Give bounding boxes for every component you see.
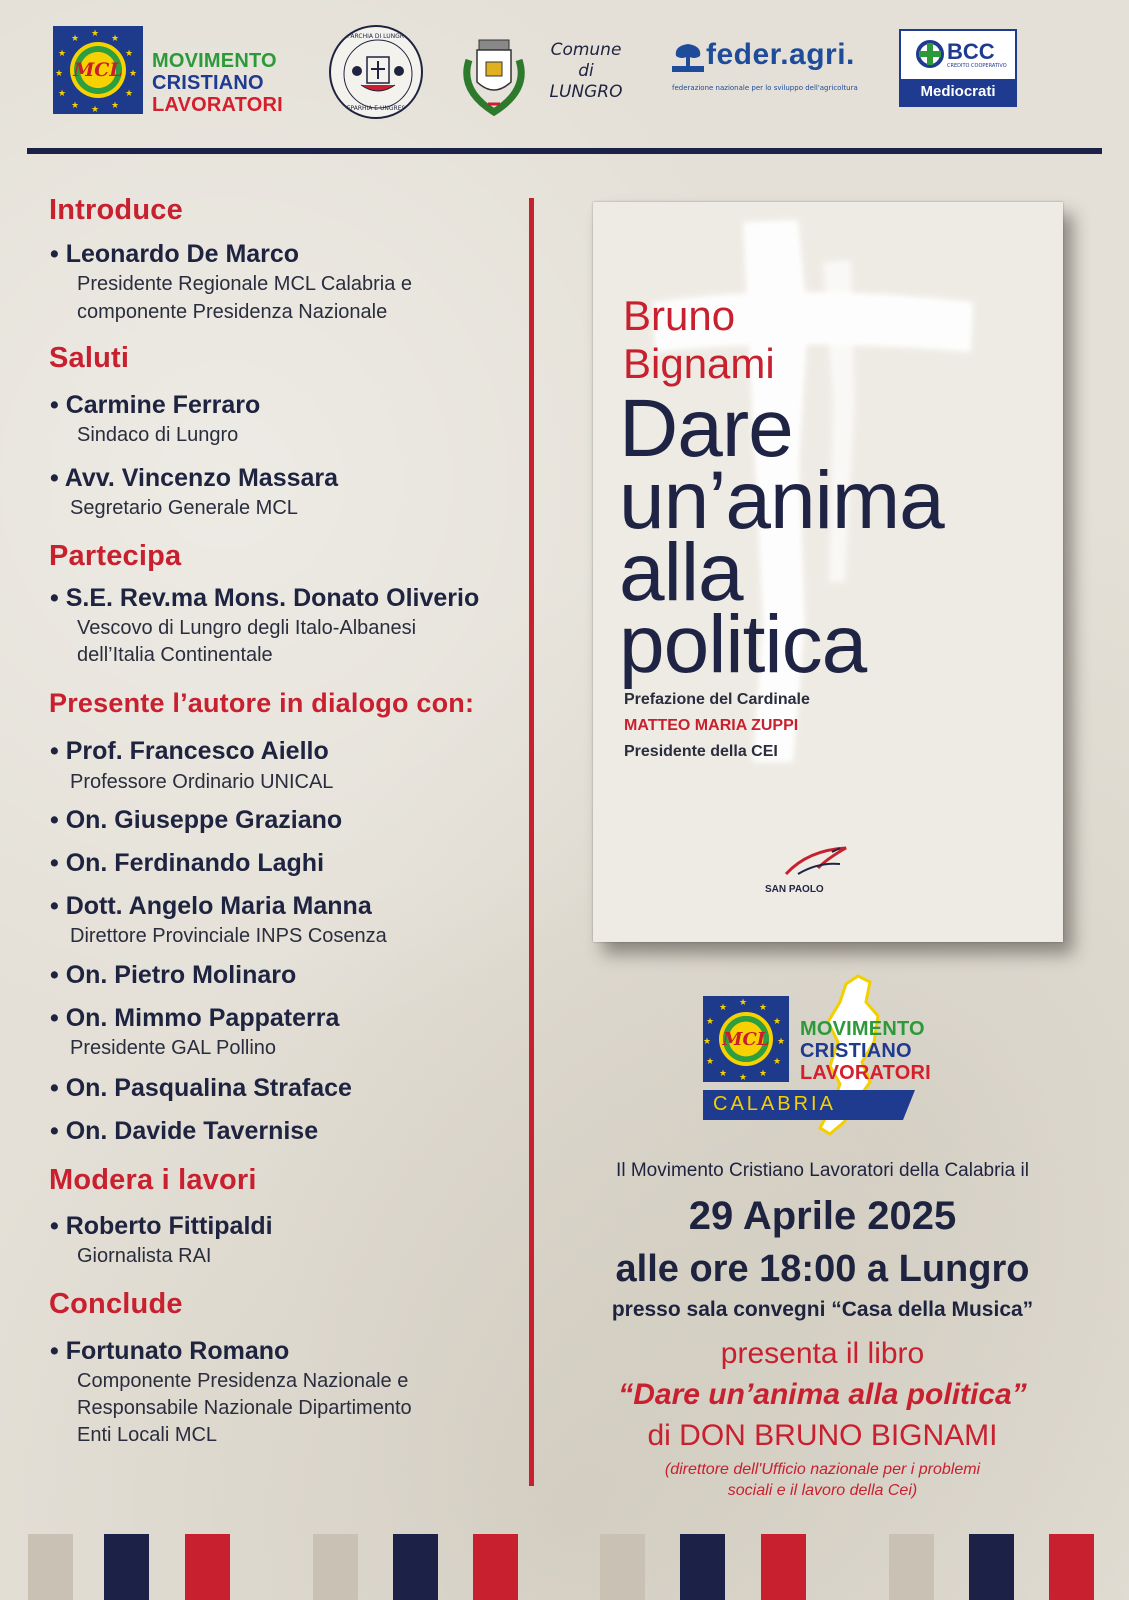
stripe-beige — [889, 1534, 934, 1600]
mcl-calabria-line-3: LAVORATORI — [800, 1062, 931, 1084]
mcl-calabria-letters: MCL — [722, 1028, 770, 1050]
book-preface-cardinal: MATTEO MARIA ZUPPI — [624, 717, 799, 734]
book-title-line-2: un’anima — [619, 455, 944, 546]
book-preface-line-3: Presidente della CEI — [624, 743, 778, 760]
speaker-role: Direttore Provinciale INPS Cosenza — [70, 925, 387, 947]
comune-line-2: di — [578, 61, 594, 81]
mcl-logo-letters: MCL — [73, 59, 123, 81]
speaker-role: Presidente Regionale MCL Calabria e — [77, 273, 412, 295]
section-dialogo: Presente l’autore in dialogo con: — [49, 688, 475, 718]
feder-agri-subtitle: federazione nazionale per lo sviluppo dell'agricoltura — [672, 84, 858, 92]
mcl-line-3: LAVORATORI — [152, 94, 283, 116]
mcl-logo-text — [152, 50, 283, 116]
speaker-name: • On. Pietro Molinaro — [50, 961, 297, 989]
stripe-navy — [104, 1534, 149, 1600]
stripe-red — [761, 1534, 806, 1600]
section-conclude: Conclude — [49, 1288, 183, 1320]
feder-tree-icon — [670, 40, 706, 74]
event-book-title: “Dare un’anima alla politica” — [618, 1378, 1027, 1411]
bcc-bank-name: Mediocrati — [901, 79, 1015, 105]
comune-line-1: Comune — [550, 40, 622, 60]
speaker-role: Professore Ordinario UNICAL — [70, 771, 334, 793]
speaker-name: • Avv. Vincenzo Massara — [50, 464, 339, 492]
column-divider — [529, 198, 534, 1486]
section-partecipa: Partecipa — [49, 540, 182, 572]
speaker-role: dell’Italia Continentale — [77, 644, 273, 666]
event-time: alle ore 18:00 a Lungro — [615, 1248, 1030, 1290]
speaker-role: Vescovo di Lungro degli Italo-Albanesi — [77, 617, 417, 639]
mcl-calabria-text — [800, 1018, 931, 1084]
mcl-calabria-line-2: CRISTIANO — [800, 1040, 912, 1062]
speaker-name: • Roberto Fittipaldi — [50, 1212, 273, 1240]
bcc-subtitle: CREDITO COOPERATIVO — [947, 63, 1007, 69]
speaker-role: Segretario Generale MCL — [70, 497, 298, 519]
comune-line-3: LUNGRO — [549, 82, 623, 102]
bcc-mediocrati-logo — [899, 29, 1017, 107]
book-author-last: Bignami — [623, 340, 775, 387]
mcl-line-2: CRISTIANO — [152, 72, 264, 94]
stripe-red — [185, 1534, 230, 1600]
bcc-name: BCC — [947, 39, 995, 64]
speaker-name: • On. Mimmo Pappaterra — [50, 1004, 340, 1032]
stripe-beige — [28, 1534, 73, 1600]
event-intro: Il Movimento Cristiano Lavoratori della Calabria il — [616, 1160, 1029, 1181]
mcl-calabria-line-1: MOVIMENTO — [800, 1018, 925, 1040]
speaker-role: componente Presidenza Nazionale — [77, 301, 388, 323]
stripe-red — [1049, 1534, 1094, 1600]
speaker-name: • Leonardo De Marco — [50, 240, 300, 268]
event-presents: presenta il libro — [720, 1337, 925, 1370]
seal-bottom-text: EPARHIA E UNGRES — [346, 105, 406, 112]
section-introduce: Introduce — [49, 194, 183, 226]
book-cover — [593, 202, 1063, 942]
speaker-role: Giornalista RAI — [77, 1245, 212, 1267]
seal-top-text: EPARCHIA DI LUNGRO — [343, 33, 409, 40]
feder-agri-name: feder.agri. — [706, 38, 855, 71]
speaker-role: Responsabile Nazionale Dipartimento — [77, 1397, 412, 1419]
book-title-line-1: Dare — [619, 383, 793, 474]
book-title-line-4: politica — [619, 599, 867, 690]
eparchia-seal — [329, 25, 423, 119]
speaker-name: • Dott. Angelo Maria Manna — [50, 892, 372, 920]
speaker-name: • Carmine Ferraro — [50, 391, 261, 419]
speaker-name: • Fortunato Romano — [50, 1337, 290, 1365]
speaker-name: • S.E. Rev.ma Mons. Donato Oliverio — [50, 584, 480, 612]
stripe-navy — [680, 1534, 725, 1600]
event-venue: presso sala convegni “Casa della Musica” — [611, 1298, 1034, 1321]
mcl-line-1: MOVIMENTO — [152, 50, 277, 72]
stripe-beige — [600, 1534, 645, 1600]
event-author: di DON BRUNO BIGNAMI — [647, 1419, 998, 1452]
speaker-role: Enti Locali MCL — [77, 1424, 218, 1446]
comune-crest-icon — [455, 20, 533, 118]
header-logos — [0, 0, 1129, 150]
speaker-name: • On. Giuseppe Graziano — [50, 806, 343, 834]
speaker-name: • On. Ferdinando Laghi — [50, 849, 325, 877]
section-modera: Modera i lavori — [49, 1164, 257, 1196]
event-date: 29 Aprile 2025 — [688, 1194, 957, 1238]
comune-di-lungro — [540, 40, 632, 103]
mcl-calabria-mark: ★ ★ ★ ★ ★ ★ ★ ★ ★ ★ ★ ★ MCL — [703, 996, 789, 1082]
stripe-red — [473, 1534, 518, 1600]
calabria-banner-text: CALABRIA — [713, 1093, 836, 1115]
header-rule — [27, 148, 1102, 154]
stripe-navy — [969, 1534, 1014, 1600]
book-publisher: SAN PAOLO — [765, 884, 824, 895]
section-saluti: Saluti — [49, 342, 130, 374]
speaker-name: • On. Davide Tavernise — [50, 1117, 319, 1145]
stripe-navy — [393, 1534, 438, 1600]
bcc-mark-icon — [915, 39, 945, 69]
speaker-name: • Prof. Francesco Aiello — [50, 737, 329, 765]
mcl-logo-mark: ★ ★ ★ ★ ★ ★ ★ ★ ★ ★ ★ ★ MCL — [53, 26, 143, 114]
speaker-role: Sindaco di Lungro — [77, 424, 239, 446]
speaker-role: Componente Presidenza Nazionale e — [77, 1370, 409, 1392]
speaker-name: • On. Pasqualina Straface — [50, 1074, 352, 1102]
stripe-beige — [313, 1534, 358, 1600]
event-author-role-1: (direttore dell'Ufficio nazionale per i problemi — [664, 1461, 981, 1478]
book-author-first: Bruno — [623, 292, 736, 339]
san-paolo-logo-icon — [778, 844, 858, 884]
book-title-line-3: alla — [619, 527, 743, 618]
event-author-role-2: sociali e il lavoro della Cei) — [727, 1482, 918, 1499]
speaker-role: Presidente GAL Pollino — [70, 1037, 277, 1059]
book-preface-line-1: Prefazione del Cardinale — [624, 691, 810, 708]
